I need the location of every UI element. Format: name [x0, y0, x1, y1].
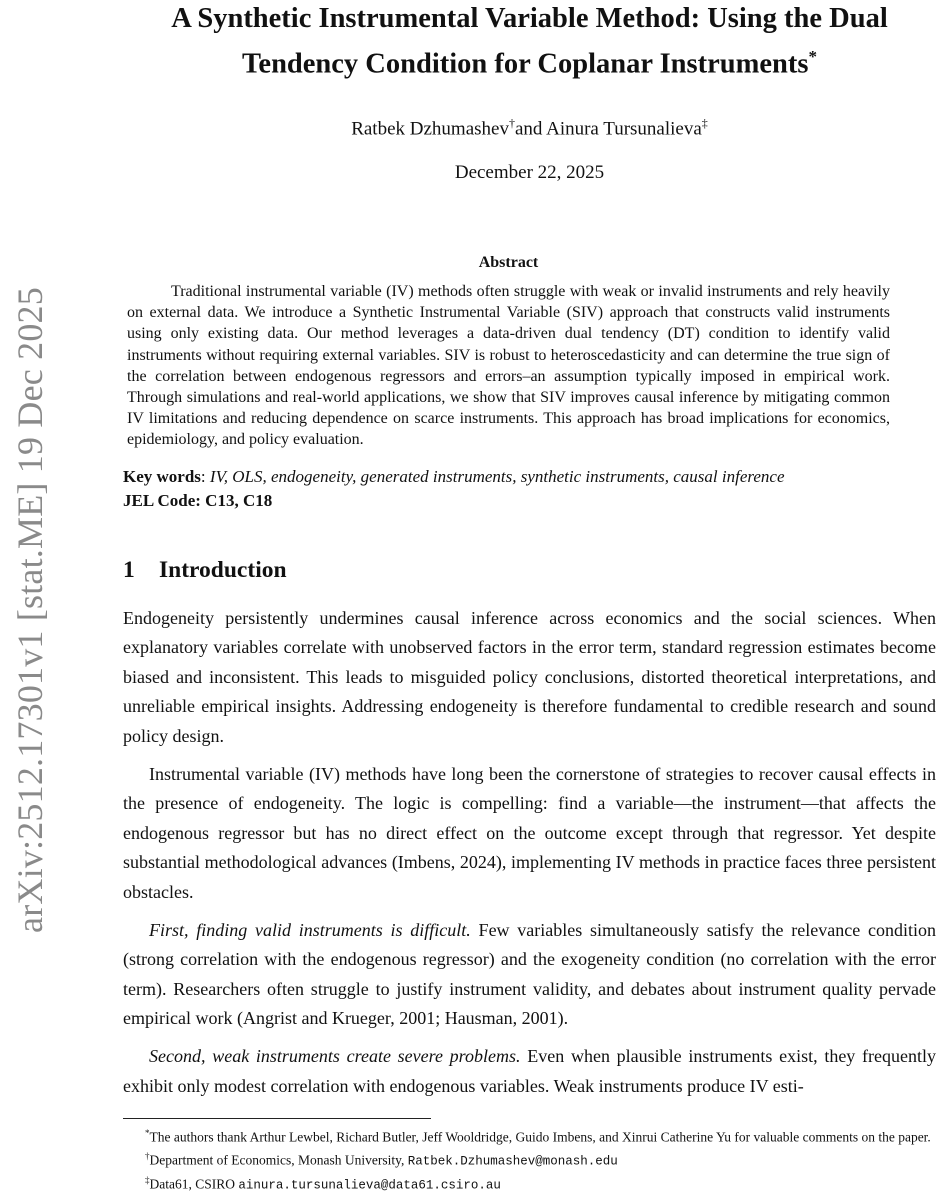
footnote-1-text: The authors thank Arthur Lewbel, Richard Butler, Jeff Wooldridge, Guido Imbens, and Xinrui Catherine Yu for valuable comments on the paper.	[149, 1129, 931, 1145]
footnote-1	[123, 1124, 936, 1147]
footnotes-block	[123, 1124, 936, 1196]
section-heading-introduction	[123, 557, 936, 584]
footnote-divider	[123, 1118, 431, 1119]
paragraph-2: Instrumental variable (IV) methods have long been the cornerstone of strategies to recover causal effects in the presence of endogeneity. The logic is compelling: find a variable—the instrument—that affects the endogenous regressor but has no direct effect on the outcome except through that regressor. Yet despite substantial methodological advances (Imbens, 2024), implementing IV methods in practice faces three persistent obstacles.	[123, 763, 936, 902]
author-2: Ainura Tursunalieva	[546, 117, 702, 139]
title-line-1: A Synthetic Instrumental Variable Method: Using the Dual	[171, 3, 888, 34]
author-1: Ratbek Dzhumashev	[351, 117, 509, 139]
footnote-2-email: Ratbek.Dzhumashev@monash.edu	[407, 1154, 618, 1168]
footnote-3-mark: ‡	[145, 1175, 150, 1185]
paragraph-4-rest: Even when plausible instruments exist, they frequently exhibit only modest correlation with endogenous variables. Weak instruments produce IV esti-	[123, 1045, 937, 1096]
keywords-line	[123, 465, 936, 489]
keywords-separator: :	[200, 466, 210, 486]
paragraph-1: Endogeneity persistently undermines causal inference across economics and the social sciences. When explanatory variables correlate with unobserved factors in the error term, standard regression estimates become biased and inconsistent. This leads to misguided policy conclusions, distorted theoretical interpretations, and unreliable empirical insights. Addressing endogeneity is therefore fundamental to credible research and sound policy design.	[123, 607, 936, 747]
footnote-3-email: ainura.tursunalieva@data61.csiro.au	[238, 1178, 501, 1193]
footnote-3	[123, 1171, 936, 1196]
paragraph-3-rest: Few variables simultaneously satisfy the relevance condition (strong correlation with the endogenous regressor) and the exogeneity condition (no correlation with the error term). Researchers often struggle to justify instrument validity, and debates about instrument quality pervade empirical work (Angrist and Krueger, 2001; Hausman, 2001).	[123, 919, 936, 1029]
paragraph-4	[123, 1042, 936, 1101]
paragraph-3	[123, 916, 936, 1034]
keywords-label: Key words	[123, 466, 201, 486]
arxiv-identifier-stamp	[0, 250, 60, 970]
abstract-block	[127, 252, 890, 451]
section-number: 1	[123, 556, 135, 583]
abstract-text: Traditional instrumental variable (IV) methods often struggle with weak or invalid instruments and rely heavily on external data. We introduce a Synthetic Instrumental Variable (SIV) approach that constructs valid instruments using only existing data. Our method leverages a data-driven dual tendency (DT) condition to identify valid instruments without requiring external variables. SIV is robust to heteroscedasticity and can determine the true sign of the correlation between endogenous regressors and errors–an assumption typically imposed in empirical work. Through simulations and real-world applications, we show that SIV improves causal inference by mitigating common IV limitations and reducing dependence on scarce instruments. This approach has broad implications for economics, epidemiology, and policy evaluation.	[127, 283, 890, 449]
author-connector: and	[514, 117, 547, 139]
jel-codes: JEL Code: C13, C18	[123, 490, 273, 510]
paper-title	[123, 0, 936, 84]
keywords-values: IV, OLS, endogeneity, generated instruments, synthetic instruments, causal inference	[209, 466, 785, 486]
footnote-2-mark: †	[145, 1150, 150, 1161]
paragraph-3-lead: First, finding valid instruments is difficult.	[149, 919, 471, 940]
footnote-1-mark: *	[145, 1128, 150, 1138]
author-line	[123, 116, 936, 140]
paragraph-4-lead: Second, weak instruments create severe problems.	[149, 1045, 521, 1066]
introduction-body	[123, 604, 936, 1102]
author-2-mark: ‡	[701, 115, 708, 130]
footnote-3-text: Data61, CSIRO	[149, 1176, 239, 1192]
abstract-heading: Abstract	[478, 253, 539, 271]
title-footnote-mark: *	[808, 47, 817, 66]
section-title: Introduction	[159, 556, 287, 583]
keywords-block	[123, 465, 936, 513]
title-line-2: Tendency Condition for Coplanar Instruments	[242, 48, 809, 80]
paper-date: December 22, 2025	[454, 161, 605, 183]
author-1-mark: †	[508, 115, 515, 130]
arxiv-identifier-text: arXiv:2512.17301v1 [stat.ME] 19 Dec 2025	[10, 287, 50, 933]
footnote-2	[123, 1147, 936, 1172]
footnote-2-text: Department of Economics, Monash University,	[149, 1152, 408, 1167]
paper-page	[123, 0, 936, 1109]
